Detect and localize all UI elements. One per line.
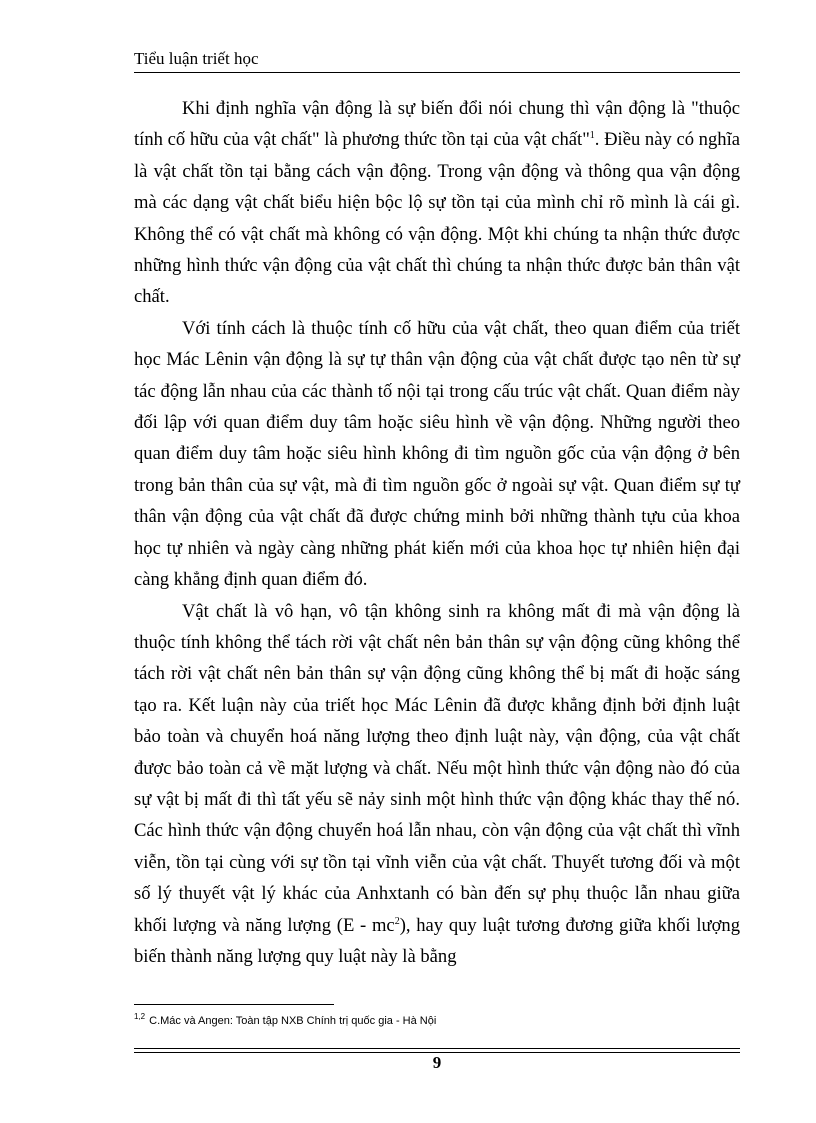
running-header: Tiểu luận triết học bbox=[134, 49, 259, 68]
footnote-separator bbox=[134, 1004, 334, 1005]
paragraph-1-text-cont: . Điều này có nghĩa là vật chất tồn tại bằng cách vận động. Trong vận động và thông qua vận động mà các dạng vật chất biểu hiện bộc lộ sự tồn tại của mình chỉ rõ mình là cái gì. Không thể có vật chất mà không có vận động. Một khi chúng ta nhận thức được những hình thức vận động của vật chất thì chúng ta nhận thức được bản thân vật chất. bbox=[134, 129, 740, 308]
header-rule bbox=[134, 72, 740, 73]
footnote-mark: 1,2 bbox=[134, 1012, 146, 1022]
paragraph-3-text-cont: ), hay quy luật tương đương giữa khối lượng biến thành năng lượng quy luật này là bằng bbox=[134, 914, 740, 967]
footnote bbox=[134, 1013, 740, 1029]
paragraph-1 bbox=[134, 93, 740, 313]
footnote-text: C.Mác và Angen: Toàn tập NXB Chính trị quốc gia - Hà Nội bbox=[149, 1015, 437, 1027]
page-number: 9 bbox=[432, 1053, 442, 1072]
superscript-2: 2 bbox=[394, 915, 400, 927]
paragraph-1-text: Khi định nghĩa vận động là sự biến đổi nói chung thì vận động là "thuộc tính cố hữu của vật chất" là phương thức tồn tại của vật chất" bbox=[134, 98, 740, 151]
paragraph-2: Với tính cách là thuộc tính cố hữu của vật chất, theo quan điểm của triết học Mác Lênin vận động là sự tự thân vận động của vật chất được tạo nên từ sự tác động lẫn nhau của các thành tố nội tại trong cấu trúc vật chất. Quan điểm này đối lập với quan điểm duy tâm hoặc siêu hình về vận động. Những người theo quan điểm duy tâm hoặc siêu hình không đi tìm nguồn gốc của vận động ở bên trong bản thân của sự vật, mà đi tìm nguồn gốc ở ngoài sự vật. Quan điểm sự tự thân vận động của vật chất đã được chứng minh bởi những thành tựu của khoa học tự nhiên và ngày càng những phát kiến mới của khoa học tự nhiên hiện đại càng khẳng định quan điểm đó. bbox=[134, 317, 740, 591]
paragraph-3-text: Vật chất là vô hạn, vô tận không sinh ra không mất đi mà vận động là thuộc tính không thể tách rời vật chất nên bản thân sự vận động cũng không thể tách rời vật chất nên bản thân sự vận động cũng không thể bị mất đi hoặc sáng tạo ra. Kết luận này của triết học Mác Lênin đã được khẳng định bởi định luật bảo toàn và chuyển hoá năng lượng theo định luật này, vận động, của vật chất được bảo toàn cả về mặt lượng và chất. Nếu một hình thức vận động nào đó của sự vật bị mất đi thì tất yếu sẽ nảy sinh một hình thức vận động khác thay thế nó. Các hình thức vận động chuyển hoá lẫn nhau, còn vận động của vật chất thì vĩnh viễn, tồn tại cùng với sự tồn tại vĩnh viễn của vật chất. Thuyết tương đối và một số lý thuyết vật lý khác của Anhxtanh có bàn đến sự phụ thuộc lẫn nhau giữa khối lượng và năng lượng (E - mc bbox=[134, 600, 740, 936]
body-text bbox=[134, 93, 740, 972]
paragraph-3 bbox=[134, 596, 740, 973]
footnote-ref-1: 1 bbox=[589, 130, 595, 142]
